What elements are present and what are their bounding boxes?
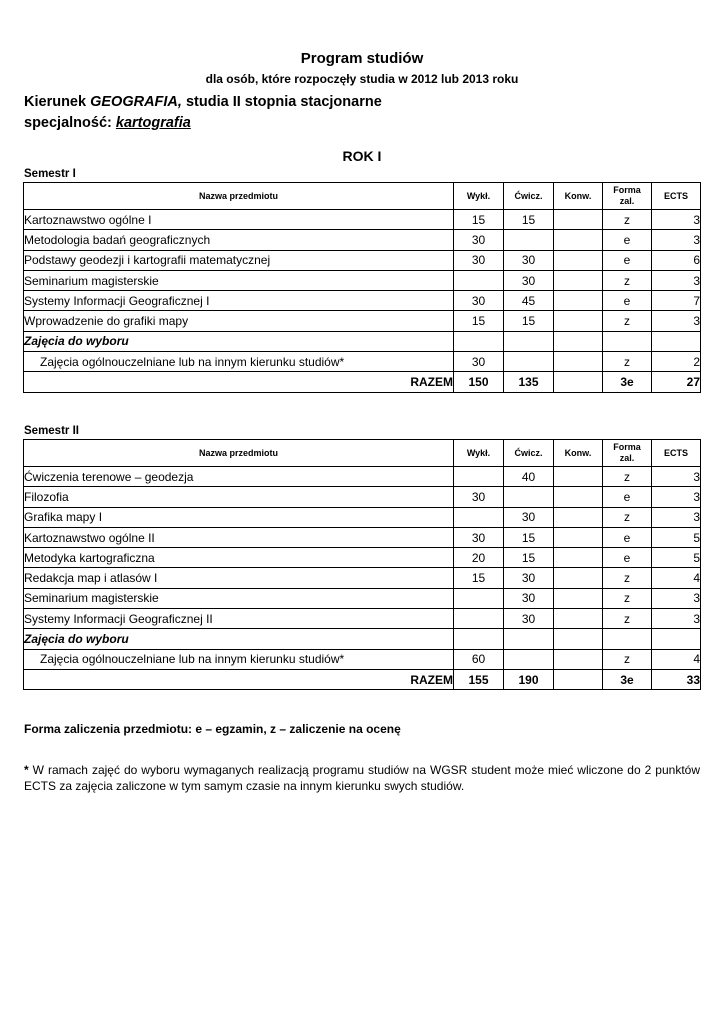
total-ects: 27	[652, 372, 701, 392]
cell-conversation-hours	[554, 291, 603, 311]
cell-conversation-hours	[554, 507, 603, 527]
cell-ects: 6	[652, 250, 701, 270]
semester-2-table	[23, 439, 701, 690]
cell-exercise-hours: 15	[504, 527, 554, 547]
cell-conversation-hours	[554, 331, 603, 351]
cell-conversation-hours	[554, 250, 603, 270]
cell-conversation-hours	[554, 609, 603, 629]
cell-assessment-form: z	[603, 507, 652, 527]
cell-exercise-hours: 40	[504, 467, 554, 487]
total-exercise-hours: 190	[504, 669, 554, 689]
col-header-konw: Konw.	[554, 183, 603, 210]
col-header-cwicz: Ćwicz.	[504, 183, 554, 210]
cell-ects: 4	[652, 649, 701, 669]
cell-subject-name: Zajęcia ogólnouczelniane lub na innym kierunku studiów*	[24, 352, 454, 372]
cell-subject-name: Grafika mapy I	[24, 507, 454, 527]
table-row	[24, 467, 701, 487]
footnote-star: *	[24, 763, 29, 777]
cell-lecture-hours: 15	[454, 311, 504, 331]
cell-conversation-hours	[554, 210, 603, 230]
cell-ects: 3	[652, 588, 701, 608]
total-assessment-form: 3e	[603, 372, 652, 392]
cell-subject-name: Zajęcia do wyboru	[24, 629, 454, 649]
total-conversation-hours	[554, 669, 603, 689]
table-header-row	[24, 440, 701, 467]
cell-ects: 3	[652, 487, 701, 507]
cell-assessment-form: z	[603, 467, 652, 487]
table-row	[24, 250, 701, 270]
cell-lecture-hours	[454, 609, 504, 629]
cell-ects: 4	[652, 568, 701, 588]
cell-ects: 5	[652, 548, 701, 568]
cell-conversation-hours	[554, 568, 603, 588]
cell-assessment-form: z	[603, 210, 652, 230]
cell-subject-name: Wprowadzenie do grafiki mapy	[24, 311, 454, 331]
cell-lecture-hours: 30	[454, 291, 504, 311]
cell-exercise-hours	[504, 352, 554, 372]
cell-lecture-hours: 30	[454, 352, 504, 372]
table-row	[24, 507, 701, 527]
semester-1-label: Semestr I	[24, 168, 76, 180]
table-row	[24, 609, 701, 629]
cell-subject-name: Systemy Informacji Geograficznej I	[24, 291, 454, 311]
cell-subject-name: Zajęcia do wyboru	[24, 331, 454, 351]
cell-ects: 5	[652, 527, 701, 547]
table-row	[24, 568, 701, 588]
total-assessment-form: 3e	[603, 669, 652, 689]
cell-exercise-hours	[504, 230, 554, 250]
table-row	[24, 352, 701, 372]
cell-lecture-hours	[454, 270, 504, 290]
cell-ects: 2	[652, 352, 701, 372]
cell-exercise-hours: 15	[504, 210, 554, 230]
cell-exercise-hours	[504, 487, 554, 507]
table-header-row	[24, 183, 701, 210]
cell-subject-name: Podstawy geodezji i kartografii matematycznej	[24, 250, 454, 270]
cell-assessment-form: z	[603, 649, 652, 669]
cell-ects: 3	[652, 270, 701, 290]
cell-assessment-form: e	[603, 527, 652, 547]
cell-subject-name: Redakcja map i atlasów I	[24, 568, 454, 588]
col-header-name: Nazwa przedmiotu	[24, 440, 454, 467]
cell-subject-name: Kartoznawstwo ogólne II	[24, 527, 454, 547]
cell-subject-name: Systemy Informacji Geograficznej II	[24, 609, 454, 629]
cell-exercise-hours: 30	[504, 507, 554, 527]
table-row	[24, 629, 701, 649]
col-header-name: Nazwa przedmiotu	[24, 183, 454, 210]
cell-exercise-hours	[504, 649, 554, 669]
semester-2-label: Semestr II	[24, 425, 79, 437]
cell-exercise-hours	[504, 629, 554, 649]
cell-conversation-hours	[554, 588, 603, 608]
cell-exercise-hours: 30	[504, 250, 554, 270]
table-row	[24, 270, 701, 290]
cell-assessment-form: e	[603, 230, 652, 250]
table-row	[24, 230, 701, 250]
cell-subject-name: Kartoznawstwo ogólne I	[24, 210, 454, 230]
semester-1-table	[23, 182, 701, 393]
cell-assessment-form: z	[603, 588, 652, 608]
cell-assessment-form: e	[603, 487, 652, 507]
total-row	[24, 669, 701, 689]
cell-conversation-hours	[554, 311, 603, 331]
total-lecture-hours: 155	[454, 669, 504, 689]
cell-lecture-hours	[454, 507, 504, 527]
table-row	[24, 210, 701, 230]
cell-lecture-hours: 30	[454, 230, 504, 250]
cell-ects: 3	[652, 609, 701, 629]
col-header-wykl: Wykł.	[454, 183, 504, 210]
kierunek-suffix: studia II stopnia stacjonarne	[185, 94, 382, 110]
kierunek-prefix: Kierunek	[24, 94, 87, 110]
table-row	[24, 331, 701, 351]
cell-lecture-hours: 30	[454, 487, 504, 507]
col-header-konw: Konw.	[554, 440, 603, 467]
cell-subject-name: Metodyka kartograficzna	[24, 548, 454, 568]
cell-subject-name: Ćwiczenia terenowe – geodezja	[24, 467, 454, 487]
kierunek-name: GEOGRAFIA,	[90, 94, 182, 110]
cell-exercise-hours: 45	[504, 291, 554, 311]
cell-conversation-hours	[554, 230, 603, 250]
cell-subject-name: Zajęcia ogólnouczelniane lub na innym kierunku studiów*	[24, 649, 454, 669]
total-ects: 33	[652, 669, 701, 689]
specialization-name: kartografia	[115, 115, 191, 131]
cell-lecture-hours	[454, 467, 504, 487]
cell-lecture-hours: 20	[454, 548, 504, 568]
cell-subject-name: Metodologia badań geograficznych	[24, 230, 454, 250]
cell-subject-name: Seminarium magisterskie	[24, 270, 454, 290]
cell-conversation-hours	[554, 487, 603, 507]
cell-conversation-hours	[554, 352, 603, 372]
cell-conversation-hours	[554, 527, 603, 547]
cell-exercise-hours: 30	[504, 609, 554, 629]
cell-lecture-hours: 15	[454, 568, 504, 588]
cell-ects	[652, 629, 701, 649]
table-row	[24, 291, 701, 311]
cell-exercise-hours: 30	[504, 568, 554, 588]
col-header-ects: ECTS	[652, 440, 701, 467]
cell-assessment-form: z	[603, 311, 652, 331]
cell-conversation-hours	[554, 649, 603, 669]
total-lecture-hours: 150	[454, 372, 504, 392]
cell-assessment-form: e	[603, 291, 652, 311]
table-row	[24, 487, 701, 507]
total-exercise-hours: 135	[504, 372, 554, 392]
cell-assessment-form: z	[603, 352, 652, 372]
cell-exercise-hours: 30	[504, 588, 554, 608]
cell-assessment-form	[603, 629, 652, 649]
cell-lecture-hours	[454, 629, 504, 649]
cell-lecture-hours: 30	[454, 250, 504, 270]
cell-exercise-hours	[504, 331, 554, 351]
col-header-wykl: Wykł.	[454, 440, 504, 467]
assessment-legend: Forma zaliczenia przedmiotu: e – egzamin, z – zaliczenie na ocenę	[24, 722, 401, 736]
col-header-forma: Forma zal.	[603, 440, 652, 467]
footnote	[24, 762, 700, 794]
cell-assessment-form: z	[603, 270, 652, 290]
cell-ects: 3	[652, 210, 701, 230]
cell-assessment-form: z	[603, 568, 652, 588]
cell-lecture-hours: 30	[454, 527, 504, 547]
table-row	[24, 548, 701, 568]
cell-ects: 3	[652, 311, 701, 331]
specialization	[24, 115, 191, 131]
cell-conversation-hours	[554, 548, 603, 568]
cell-lecture-hours	[454, 331, 504, 351]
cell-exercise-hours: 15	[504, 311, 554, 331]
cell-exercise-hours: 30	[504, 270, 554, 290]
cell-assessment-form: e	[603, 548, 652, 568]
table-row	[24, 311, 701, 331]
table-row	[24, 527, 701, 547]
document-subtitle: dla osób, które rozpoczęły studia w 2012 lub 2013 roku	[205, 72, 519, 86]
cell-ects: 3	[652, 230, 701, 250]
document-title: Program studiów	[300, 50, 424, 67]
col-header-ects: ECTS	[652, 183, 701, 210]
col-header-cwicz: Ćwicz.	[504, 440, 554, 467]
cell-conversation-hours	[554, 467, 603, 487]
field-of-study	[24, 94, 382, 110]
cell-subject-name: Filozofia	[24, 487, 454, 507]
cell-lecture-hours	[454, 588, 504, 608]
specialization-prefix: specjalność:	[24, 115, 112, 131]
total-label: RAZEM	[24, 669, 454, 689]
table-row	[24, 649, 701, 669]
table-row	[24, 588, 701, 608]
cell-conversation-hours	[554, 270, 603, 290]
cell-ects: 7	[652, 291, 701, 311]
col-header-forma: Forma zal.	[603, 183, 652, 210]
total-label: RAZEM	[24, 372, 454, 392]
year-heading: ROK I	[342, 148, 382, 164]
cell-ects	[652, 331, 701, 351]
cell-assessment-form: e	[603, 250, 652, 270]
footnote-text: W ramach zajęć do wyboru wymaganych realizacją programu studiów na WGSR student może mieć wliczone do 2 punktów ECTS za zajęcia zaliczone w tym samym czasie na innym kierunku swych studiów.	[24, 763, 700, 793]
cell-lecture-hours: 60	[454, 649, 504, 669]
cell-assessment-form	[603, 331, 652, 351]
cell-conversation-hours	[554, 629, 603, 649]
cell-ects: 3	[652, 507, 701, 527]
cell-assessment-form: z	[603, 609, 652, 629]
total-conversation-hours	[554, 372, 603, 392]
cell-lecture-hours: 15	[454, 210, 504, 230]
cell-exercise-hours: 15	[504, 548, 554, 568]
cell-subject-name: Seminarium magisterskie	[24, 588, 454, 608]
cell-ects: 3	[652, 467, 701, 487]
total-row	[24, 372, 701, 392]
